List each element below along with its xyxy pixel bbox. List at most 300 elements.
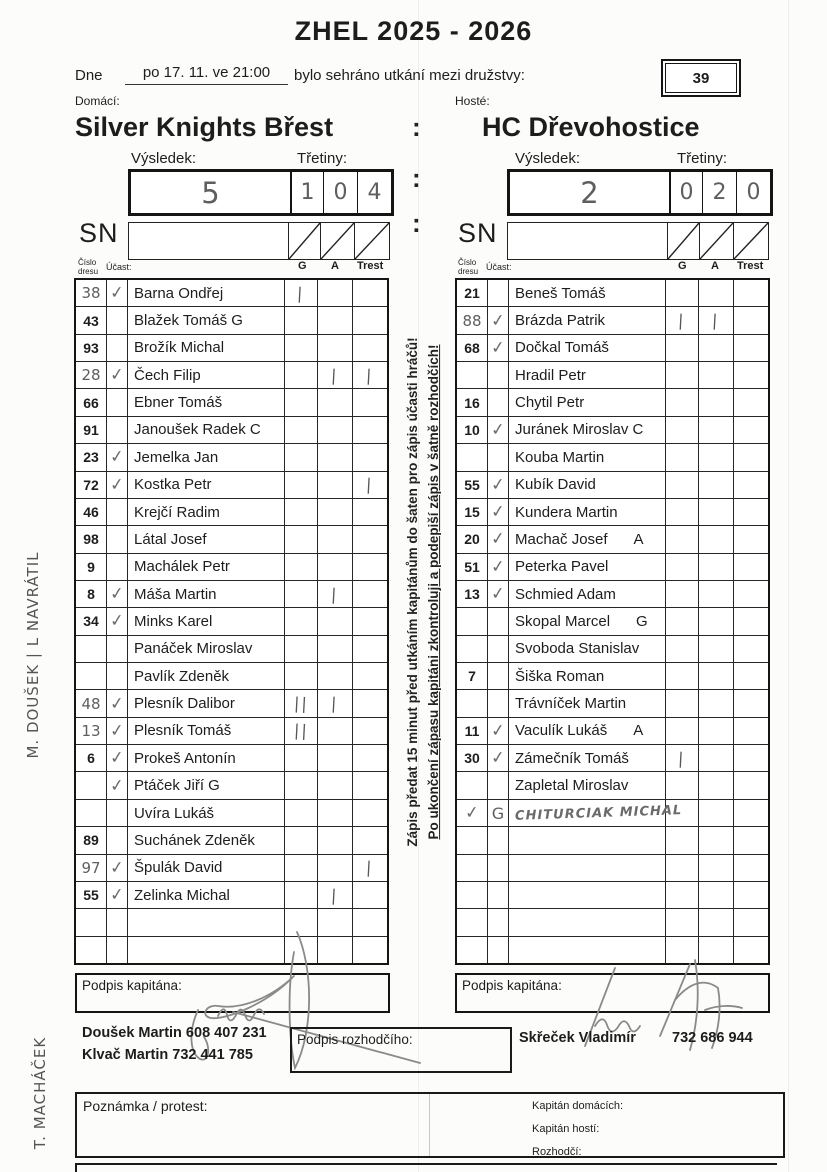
roster-cell-assists: [318, 827, 353, 853]
roster-cell-attendance: [107, 581, 128, 607]
roster-cell-goals: [285, 882, 318, 908]
roster-cell-attendance: [488, 608, 509, 634]
roster-cell-number-value: 20: [464, 531, 480, 548]
roster-cell-number: [457, 362, 488, 388]
roster-cell-goals: [285, 608, 318, 634]
roster-cell-assists: [318, 280, 353, 306]
home-sn-box: [128, 222, 390, 260]
roster-cell-penalty: [734, 526, 768, 552]
roster-row: [76, 718, 387, 745]
roster-cell-number: [457, 581, 488, 607]
roster-row: [457, 526, 768, 553]
roster-cell-number-value: 21: [464, 285, 480, 302]
roster-cell-goals: [285, 581, 318, 607]
roster-cell-number-value: 16: [464, 394, 480, 411]
roster-cell-number: [457, 718, 488, 744]
roster-cell-attendance: [107, 882, 128, 908]
roster-cell-name-value: Uvíra Lukáš: [134, 804, 215, 822]
roster-cell-name-value: Kouba Martin: [515, 448, 605, 466]
roster-cell-name: [509, 690, 666, 716]
roster-cell-name: [509, 608, 666, 634]
roster-cell-goals: [285, 636, 318, 662]
roster-cell-name: [509, 554, 666, 580]
roster-cell-number-value: 89: [83, 832, 99, 849]
roster-cell-penalty: [353, 690, 387, 716]
away-captain-signature-box: [455, 973, 770, 1013]
roster-cell-assists: [318, 526, 353, 552]
roster-cell-penalty: [734, 499, 768, 525]
roster-cell-assists: [699, 444, 734, 470]
roster-cell-number-value: 38: [81, 284, 101, 303]
roster-cell-number-value: 30: [464, 750, 480, 767]
roster-cell-attendance: [488, 718, 509, 744]
roster-cell-assists: [318, 937, 353, 963]
roster-cell-assists: [318, 882, 353, 908]
away-jersey-col-header: Číslo dresu: [458, 258, 479, 277]
roster-cell-attendance: [488, 362, 509, 388]
instructions-vertical-note: [403, 337, 445, 846]
roster-cell-penalty: [353, 636, 387, 662]
roster-cell-assists: [699, 718, 734, 744]
roster-cell-penalty: [353, 745, 387, 771]
roster-cell-name-value: Trávníček Martin: [515, 695, 627, 713]
roster-cell-assists: [699, 800, 734, 826]
roster-cell-name: [509, 800, 683, 826]
roster-cell-number: [457, 280, 488, 306]
roster-row: [457, 800, 768, 827]
roster-cell-attendance: [488, 472, 509, 498]
roster-cell-number: [457, 389, 488, 415]
roster-cell-number: [76, 472, 107, 498]
roster-cell-goals: [285, 745, 318, 771]
page-title: ZHEL 2025 - 2026: [294, 16, 533, 46]
roster-cell-name: [509, 827, 666, 853]
roster-cell-number: [76, 335, 107, 361]
roster-cell-name: [128, 882, 285, 908]
roster-cell-assists: [699, 608, 734, 634]
roster-cell-attendance-value: ✓: [108, 583, 126, 605]
roster-cell-number-value: 13: [464, 586, 480, 603]
roster-cell-goals: [666, 362, 699, 388]
roster-cell-name: [128, 335, 285, 361]
roster-cell-goals: [666, 636, 699, 662]
roster-row: [76, 444, 387, 471]
roster-cell-attendance: [488, 554, 509, 580]
roster-cell-number: [457, 472, 488, 498]
roster-cell-name-value: Juránek Miroslav C: [515, 421, 644, 439]
roster-cell-goals: [285, 335, 318, 361]
margin-note-bottom: T. MACHÁČEK: [31, 1036, 49, 1150]
roster-cell-attendance-value: ✓: [489, 419, 507, 441]
roster-cell-name: [128, 718, 285, 744]
roster-cell-number-value: 11: [464, 722, 480, 739]
home-penalty-col-header: Trest: [357, 260, 384, 272]
roster-cell-goals: [285, 389, 318, 415]
away-assists-col-header: A: [711, 260, 719, 272]
roster-player-role: G: [636, 612, 648, 630]
roster-cell-assists: [318, 389, 353, 415]
away-result-label: Výsledek:: [515, 150, 581, 167]
roster-cell-attendance: [107, 554, 128, 580]
roster-cell-assists-value: |: [330, 693, 340, 714]
roster-cell-goals: [666, 472, 699, 498]
roster-cell-name-value: Látal Josef: [134, 530, 207, 548]
roster-cell-name: [509, 636, 666, 662]
roster-cell-name: [509, 444, 666, 470]
roster-cell-attendance-value: ✓: [489, 501, 507, 523]
roster-cell-goals-value: ||: [293, 721, 309, 741]
next-section-box-edge: [75, 1163, 777, 1172]
roster-cell-assists: [699, 554, 734, 580]
roster-cell-assists: [699, 472, 734, 498]
roster-cell-name-value: Skopal Marcel: [515, 612, 611, 630]
roster-cell-assists-value: |: [330, 365, 340, 385]
roster-cell-attendance: [107, 827, 128, 853]
roster-cell-number-value: 98: [83, 531, 99, 548]
roster-cell-penalty: [734, 444, 768, 470]
roster-cell-attendance: [488, 499, 509, 525]
roster-cell-name-value: Špulák David: [134, 859, 223, 877]
roster-cell-goals-value: |: [677, 748, 687, 768]
roster-cell-name-value: Ebner Tomáš: [134, 394, 223, 412]
roster-cell-penalty: [353, 882, 387, 908]
diagonal-slash-icon: [700, 223, 733, 259]
roster-cell-goals: [285, 499, 318, 525]
roster-cell-penalty: [353, 937, 387, 963]
roster-cell-attendance: [107, 745, 128, 771]
roster-cell-penalty: [353, 554, 387, 580]
roster-cell-penalty: [353, 307, 387, 333]
roster-cell-attendance: [107, 800, 128, 826]
roster-cell-attendance: [107, 335, 128, 361]
roster-cell-assists: [318, 909, 353, 935]
roster-cell-name: [128, 362, 285, 388]
roster-cell-attendance-value: ✓: [489, 309, 507, 332]
roster-cell-assists: [699, 855, 734, 881]
roster-cell-number-value: 23: [83, 449, 99, 466]
away-contact-phone: 732 686 944: [672, 1030, 753, 1046]
roster-cell-goals: [285, 362, 318, 388]
roster-cell-attendance: [488, 855, 509, 881]
roster-cell-goals: [285, 280, 318, 306]
roster-cell-goals: [666, 690, 699, 716]
roster-cell-penalty: [734, 690, 768, 716]
referee-signature-box: [290, 1027, 512, 1073]
roster-cell-penalty: [734, 882, 768, 908]
roster-row: [76, 690, 387, 717]
roster-cell-attendance: [488, 690, 509, 716]
roster-cell-penalty: [353, 800, 387, 826]
roster-cell-name-value: Zámečník Tomáš: [515, 749, 629, 767]
roster-cell-penalty: [734, 554, 768, 580]
roster-cell-penalty: [734, 772, 768, 798]
roster-cell-goals: [666, 526, 699, 552]
home-period1: 1: [292, 172, 324, 213]
roster-cell-number: [457, 690, 488, 716]
roster-row: [457, 554, 768, 581]
roster-cell-penalty: [353, 389, 387, 415]
roster-cell-number: [76, 909, 107, 935]
roster-cell-attendance: [488, 663, 509, 689]
roster-cell-assists-value: |: [330, 885, 340, 905]
roster-cell-name: [509, 307, 666, 333]
roster-cell-number-value: 88: [462, 311, 482, 330]
roster-cell-attendance: [488, 307, 509, 333]
roster-cell-assists: [699, 772, 734, 798]
referee-signature-label: Podpis rozhodčího:: [297, 1032, 413, 1047]
away-contact-name: Skřeček Vladimír: [519, 1030, 636, 1046]
roster-cell-goals: [666, 444, 699, 470]
roster-cell-goals: [285, 909, 318, 935]
roster-cell-attendance-value: ✓: [489, 556, 507, 578]
diagonal-slash-icon: [289, 223, 320, 259]
roster-cell-number-value: 10: [464, 421, 480, 438]
roster-cell-number: [457, 608, 488, 634]
roster-cell-name: [128, 444, 285, 470]
home-sn-label: SN: [79, 218, 119, 248]
roster-cell-attendance: [107, 636, 128, 662]
match-number-box: [661, 59, 741, 97]
roster-cell-name-value: Machálek Petr: [134, 558, 230, 576]
roster-cell-penalty: [734, 362, 768, 388]
roster-row: [457, 499, 768, 526]
roster-cell-goals: [666, 937, 699, 963]
roster-cell-name: [509, 745, 666, 771]
roster-cell-name-value: Barna Ondřej: [134, 284, 224, 302]
roster-cell-penalty: [734, 800, 768, 826]
roster-cell-number: [76, 554, 107, 580]
roster-cell-number: [76, 800, 107, 826]
roster-cell-assists: [318, 855, 353, 881]
roster-cell-penalty: [734, 417, 768, 443]
instructions-line2: Po ukončení zápasu kapitáni zkontroluji a podepiší zápis v šatně rozhodčích!: [426, 344, 441, 840]
roster-cell-number: [457, 499, 488, 525]
roster-cell-goals: [666, 280, 699, 306]
roster-row: [76, 307, 387, 334]
roster-cell-name-value: Brožík Michal: [134, 339, 225, 357]
roster-cell-number: [457, 554, 488, 580]
roster-cell-penalty: [353, 663, 387, 689]
home-score-box: [128, 169, 394, 216]
roster-cell-number: [76, 772, 107, 798]
roster-row: [76, 472, 387, 499]
roster-cell-number: [457, 937, 488, 963]
roster-cell-penalty-value: |: [365, 858, 375, 878]
roster-cell-penalty: [353, 827, 387, 853]
roster-row: [76, 855, 387, 882]
roster-row: [76, 663, 387, 690]
roster-cell-attendance: [488, 909, 509, 935]
sn-diagonal-cell: [668, 223, 700, 259]
roster-cell-name-value: Minks Karel: [134, 612, 213, 630]
roster-cell-assists: [318, 444, 353, 470]
separator-colon: :: [412, 208, 421, 238]
roster-cell-name-value: Machač Josef: [515, 530, 608, 548]
roster-cell-attendance: [107, 444, 128, 470]
away-period3: 0: [746, 180, 761, 205]
roster-cell-name-value: Vaculík Lukáš: [515, 722, 608, 740]
roster-row: [76, 389, 387, 416]
roster-player-role: A: [633, 530, 644, 548]
match-number: 39: [665, 63, 737, 93]
roster-cell-goals: [666, 499, 699, 525]
home-goals-col-header: G: [298, 260, 307, 272]
away-periods-label: Třetiny:: [677, 150, 728, 167]
roster-cell-attendance: [488, 280, 509, 306]
roster-cell-name-value: Peterka Pavel: [515, 558, 609, 576]
roster-cell-name-value: Blažek Tomáš G: [134, 312, 243, 330]
roster-cell-name: [509, 389, 666, 415]
roster-cell-name: [128, 855, 285, 881]
roster-cell-attendance-value: ✓: [108, 774, 126, 797]
roster-cell-number-value: 93: [83, 339, 99, 356]
roster-cell-name-value: Prokeš Antonín: [134, 749, 236, 767]
roster-cell-name: [128, 745, 285, 771]
roster-cell-assists: [318, 800, 353, 826]
roster-cell-assists: [318, 362, 353, 388]
roster-cell-assists: [699, 280, 734, 306]
roster-cell-name: [128, 937, 285, 963]
roster-cell-number-value: 91: [83, 421, 99, 438]
roster-cell-name-value: Svoboda Stanislav: [515, 640, 640, 658]
roster-player-role: A: [633, 722, 644, 740]
roster-cell-name-value: Hradil Petr: [515, 366, 586, 384]
diagonal-slash-icon: [355, 223, 389, 259]
roster-cell-attendance: [488, 937, 509, 963]
roster-cell-goals: [285, 444, 318, 470]
roster-cell-assists: [318, 745, 353, 771]
roster-cell-goals: [285, 417, 318, 443]
roster-cell-attendance: [107, 718, 128, 744]
roster-cell-goals: [285, 526, 318, 552]
roster-cell-name-value: Kostka Petr: [134, 476, 212, 494]
roster-cell-name: [128, 909, 285, 935]
roster-cell-attendance-value: ✓: [108, 446, 126, 469]
roster-cell-number: [76, 827, 107, 853]
roster-cell-name: [509, 335, 666, 361]
roster-cell-name-value: Schmied Adam: [515, 585, 616, 603]
roster-cell-attendance-value: G: [491, 803, 505, 823]
roster-cell-goals: [666, 827, 699, 853]
roster-cell-name: [128, 280, 285, 306]
roster-cell-attendance: [488, 800, 509, 826]
away-sn-label: SN: [458, 218, 498, 248]
roster-cell-attendance-value: ✓: [108, 884, 126, 906]
home-contact-2: Klvač Martin 732 441 785: [82, 1047, 253, 1063]
roster-cell-name: [128, 389, 285, 415]
roster-cell-number-value: 46: [83, 504, 99, 521]
roster-cell-number: [76, 690, 107, 716]
separator-colon: :: [412, 112, 421, 142]
roster-cell-name: [509, 499, 666, 525]
roster-cell-name-value: Ptáček Jiří G: [134, 777, 220, 795]
roster-cell-goals-value: |: [677, 310, 687, 331]
roster-cell-number: [76, 444, 107, 470]
roster-row: [457, 882, 768, 909]
roster-cell-name-value: CHITURCIAK MICHAL: [514, 802, 683, 824]
roster-cell-goals: [666, 772, 699, 798]
away-penalty-col-header: Trest: [737, 260, 764, 272]
margin-note-officials: M. DOUŠEK | L NAVRÁTIL: [24, 551, 42, 759]
roster-cell-assists-value: |: [711, 310, 721, 331]
roster-cell-assists: [699, 499, 734, 525]
diagonal-slash-icon: [321, 223, 354, 259]
roster-cell-goals: [285, 307, 318, 333]
roster-cell-attendance: [107, 389, 128, 415]
away-captain-line-label: Kapitán hostí:: [532, 1123, 600, 1135]
roster-cell-number: [457, 636, 488, 662]
roster-cell-number: [76, 937, 107, 963]
roster-cell-attendance-value: ✓: [489, 583, 507, 605]
roster-cell-attendance-value: ✓: [108, 692, 126, 715]
roster-cell-attendance: [107, 663, 128, 689]
roster-row: [457, 472, 768, 499]
roster-cell-number: [76, 280, 107, 306]
roster-cell-name-value: Šiška Roman: [515, 667, 605, 685]
roster-cell-penalty: [734, 909, 768, 935]
roster-cell-name: [509, 472, 666, 498]
roster-cell-penalty: [353, 581, 387, 607]
roster-cell-attendance: [488, 417, 509, 443]
roster-cell-attendance-value: ✓: [108, 364, 126, 386]
roster-cell-name-value: Janoušek Radek C: [134, 421, 261, 439]
roster-cell-penalty: [734, 937, 768, 963]
home-periods-label: Třetiny:: [297, 150, 348, 167]
roster-row: [457, 772, 768, 799]
roster-cell-goals: [285, 472, 318, 498]
roster-cell-number: [457, 772, 488, 798]
roster-cell-assists: [318, 636, 353, 662]
roster-cell-number: [76, 581, 107, 607]
roster-cell-name: [128, 636, 285, 662]
roster-cell-name: [128, 827, 285, 853]
roster-cell-number-value: 7: [468, 668, 476, 685]
roster-cell-attendance-value: ✓: [489, 337, 507, 359]
roster-cell-penalty: [353, 444, 387, 470]
roster-cell-assists: [699, 307, 734, 333]
roster-row: [76, 882, 387, 909]
roster-cell-assists: [699, 937, 734, 963]
roster-cell-attendance-value: ✓: [108, 747, 126, 769]
roster-cell-name: [509, 855, 666, 881]
roster-cell-goals: [666, 335, 699, 361]
roster-cell-name-value: Beneš Tomáš: [515, 284, 606, 302]
roster-cell-goals: [666, 855, 699, 881]
roster-cell-penalty: [734, 581, 768, 607]
away-score-box: [507, 169, 773, 216]
roster-cell-number: [76, 362, 107, 388]
roster-cell-assists: [699, 827, 734, 853]
roster-cell-assists: [318, 499, 353, 525]
roster-cell-name-value: Chytil Petr: [515, 394, 585, 412]
roster-row: [76, 636, 387, 663]
roster-cell-attendance: [107, 608, 128, 634]
sn-diagonal-cell: [700, 223, 734, 259]
roster-cell-penalty: [353, 362, 387, 388]
roster-cell-penalty: [353, 335, 387, 361]
roster-cell-goals: [285, 554, 318, 580]
roster-cell-number-value: 28: [81, 366, 101, 385]
roster-cell-penalty: [734, 745, 768, 771]
roster-cell-penalty: [734, 389, 768, 415]
home-jersey-col-header: Číslo dresu: [78, 258, 99, 277]
roster-cell-attendance: [107, 909, 128, 935]
roster-cell-attendance: [107, 472, 128, 498]
roster-cell-number: [457, 800, 488, 826]
roster-cell-penalty: [734, 335, 768, 361]
sn-empty-cell: [129, 223, 289, 259]
roster-cell-attendance: [107, 362, 128, 388]
